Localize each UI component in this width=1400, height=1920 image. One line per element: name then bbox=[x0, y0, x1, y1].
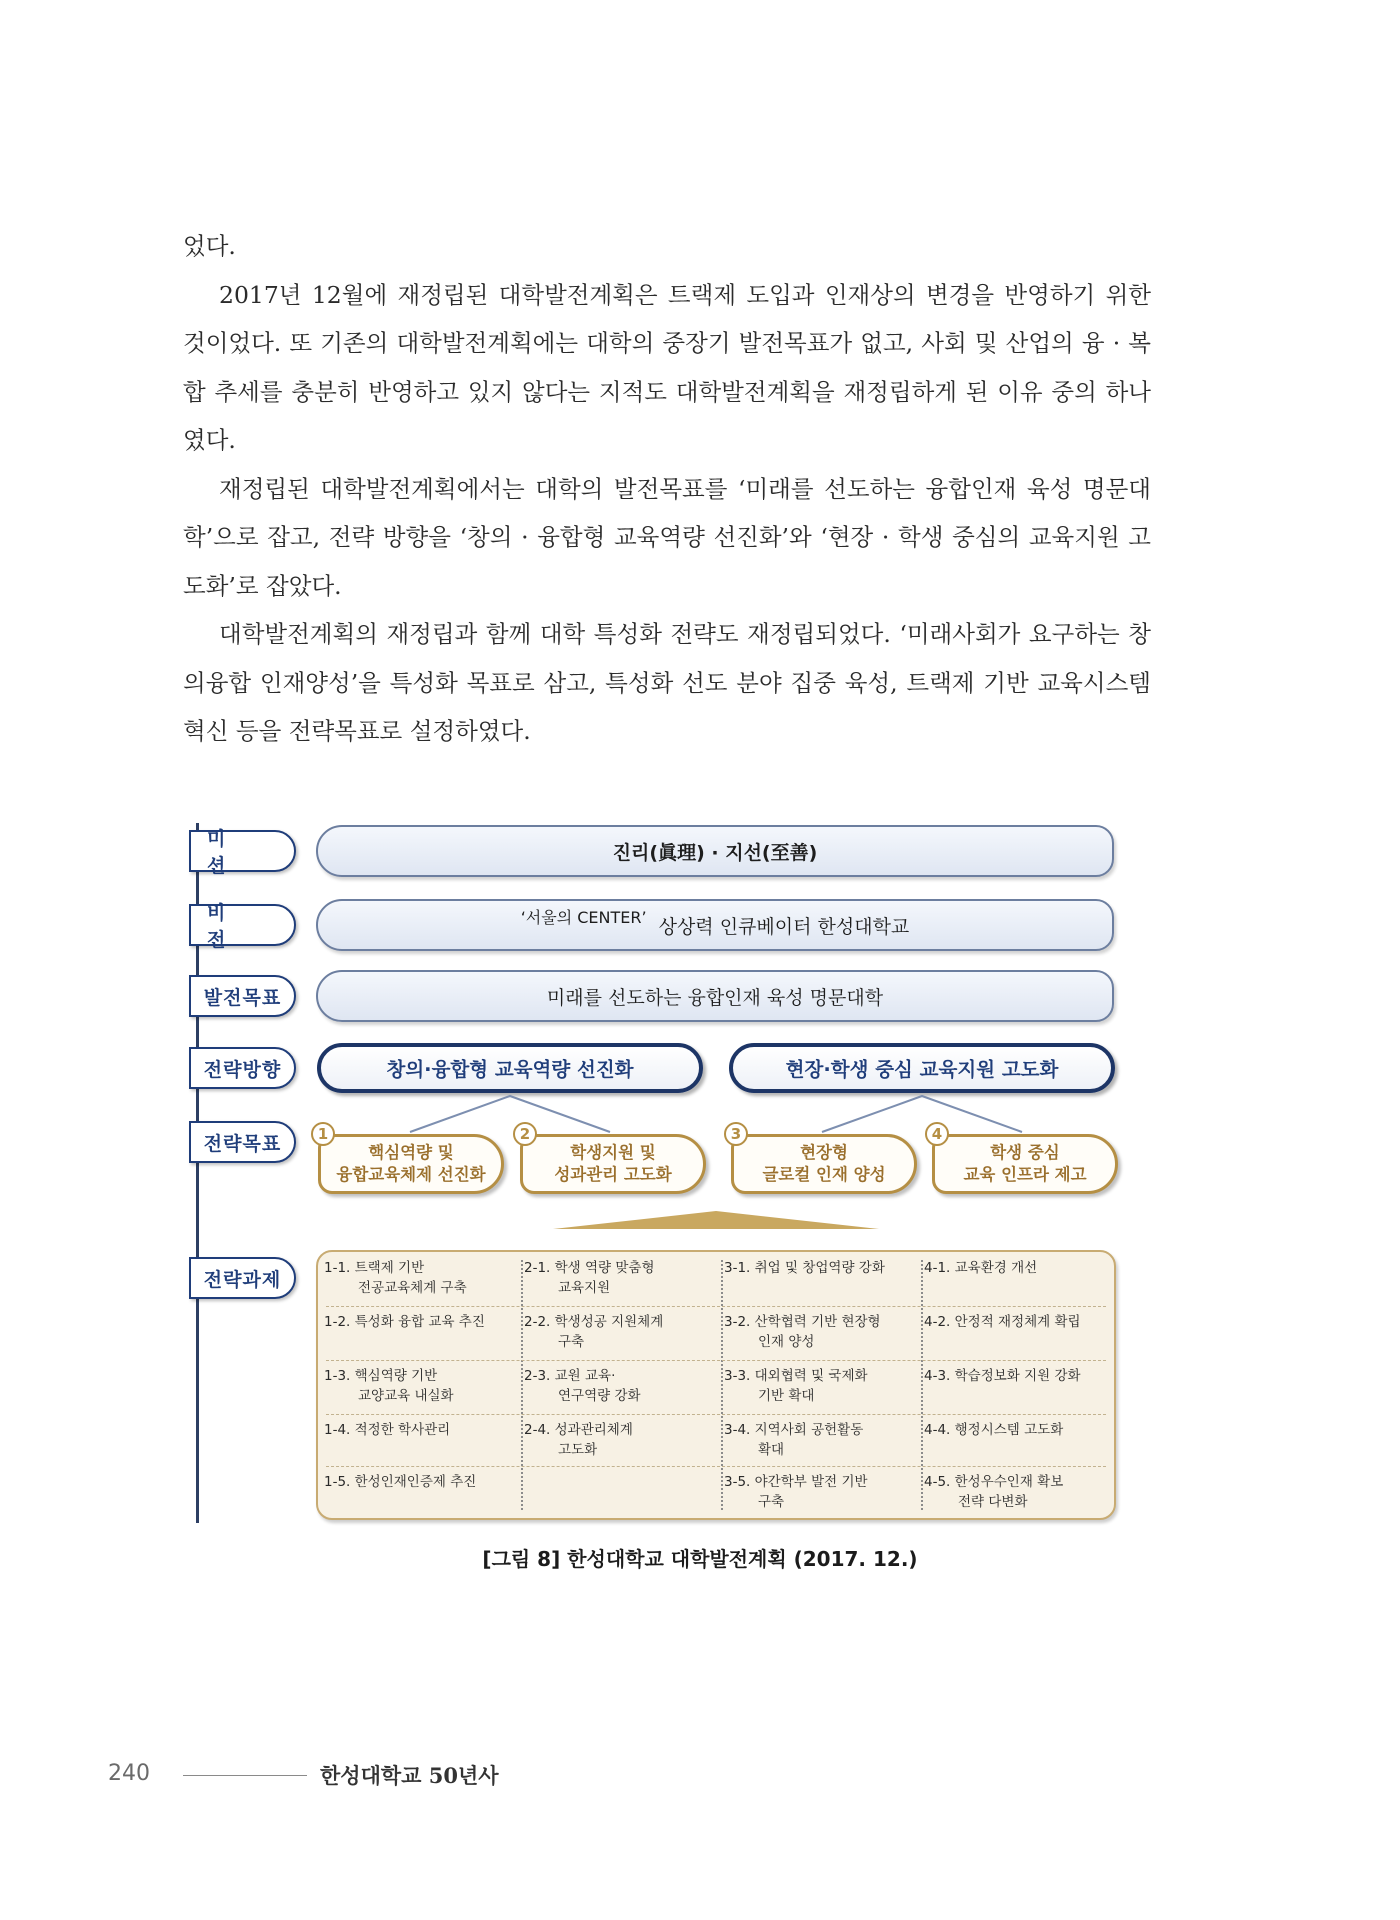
task-title: 1-2. 특성화 융합 교육 추진 bbox=[324, 1314, 485, 1330]
task-subtitle: 구축 bbox=[558, 1334, 585, 1350]
vision-banner bbox=[316, 899, 1114, 951]
page-number: 240 bbox=[108, 1761, 150, 1786]
task-item bbox=[924, 1366, 1120, 1386]
task-subtitle: 교육지원 bbox=[558, 1280, 611, 1296]
mission-banner bbox=[316, 825, 1114, 877]
label-vision: 비 전 bbox=[189, 904, 296, 946]
task-item bbox=[324, 1312, 520, 1332]
task-subtitle: 확대 bbox=[758, 1442, 785, 1458]
label-strategy-goal: 전략목표 bbox=[189, 1121, 296, 1163]
task-item bbox=[324, 1472, 520, 1492]
task-item bbox=[524, 1258, 720, 1298]
goal-line: 교육 인프라 제고 bbox=[963, 1165, 1087, 1184]
task-title: 1-1. 트랙제 기반 bbox=[324, 1260, 425, 1276]
book-title: 한성대학교 50년사 bbox=[320, 1763, 499, 1788]
label-mission: 미 션 bbox=[189, 830, 296, 872]
figure-caption: [그림 8] 한성대학교 대학발전계획 (2017. 12.) bbox=[482, 1547, 918, 1571]
task-title: 3-4. 지역사회 공헌활동 bbox=[724, 1422, 864, 1438]
label-dev-goal: 발전목표 bbox=[189, 975, 296, 1017]
vision-text: 상상력 인큐베이터 한성대학교 bbox=[658, 915, 910, 938]
task-subtitle: 전공교육체계 구축 bbox=[358, 1280, 467, 1296]
goal-number-badge: 2 bbox=[513, 1122, 537, 1146]
task-item bbox=[924, 1472, 1120, 1512]
goal-line: 글로컬 인재 양성 bbox=[762, 1165, 886, 1184]
text-line: 재정립된 대학발전계획에서는 대학의 발전목표를 ‘미래를 선도하는 융합인재 육성 명문대 bbox=[219, 474, 1151, 503]
task-item bbox=[524, 1420, 720, 1460]
task-title: 4-3. 학습정보화 지원 강화 bbox=[924, 1368, 1081, 1384]
text-line: 의융합 인재양성’을 특성화 목표로 삼고, 특성화 선도 분야 집중 육성, 트랙제 기반 교육시스템 bbox=[183, 668, 1151, 697]
task-title: 4-1. 교육환경 개선 bbox=[924, 1260, 1038, 1276]
task-title: 2-2. 학생성공 지원체계 bbox=[524, 1314, 664, 1330]
vision-quote: ‘서울의 CENTER’ bbox=[520, 907, 647, 927]
task-item bbox=[724, 1420, 920, 1460]
direction-box bbox=[729, 1043, 1115, 1093]
task-title: 1-4. 적정한 학사관리 bbox=[324, 1422, 451, 1438]
task-item bbox=[924, 1258, 1120, 1278]
label-strategy-task: 전략과제 bbox=[189, 1257, 296, 1299]
task-title: 3-3. 대외협력 및 국제화 bbox=[724, 1368, 868, 1384]
task-subtitle: 교양교육 내실화 bbox=[358, 1388, 454, 1404]
task-subtitle: 고도화 bbox=[558, 1442, 598, 1458]
direction-text: 창의·융합형 교육역량 선진화 bbox=[386, 1058, 634, 1081]
task-subtitle: 구축 bbox=[758, 1494, 785, 1510]
task-title: 2-1. 학생 역량 맞춤형 bbox=[524, 1260, 655, 1276]
task-subtitle: 인재 양성 bbox=[758, 1334, 815, 1350]
body-text bbox=[183, 222, 1151, 756]
row-divider bbox=[326, 1466, 1106, 1467]
column-divider bbox=[721, 1260, 723, 1510]
strategy-task-panel bbox=[316, 1250, 1116, 1520]
goal-line: 학생 중심 bbox=[990, 1143, 1060, 1162]
task-item bbox=[724, 1312, 920, 1352]
task-item bbox=[924, 1420, 1120, 1440]
row-divider bbox=[326, 1306, 1106, 1307]
task-item bbox=[724, 1472, 920, 1512]
task-subtitle: 전략 다변화 bbox=[958, 1494, 1028, 1510]
goal-line: 학생지원 및 bbox=[570, 1143, 656, 1162]
row-divider bbox=[326, 1360, 1106, 1361]
task-title: 4-2. 안정적 재정체계 확립 bbox=[924, 1314, 1081, 1330]
task-title: 3-1. 취업 및 창업역량 강화 bbox=[724, 1260, 885, 1276]
task-subtitle: 연구역량 강화 bbox=[558, 1388, 641, 1404]
arrow-wedge bbox=[553, 1211, 879, 1229]
task-title: 2-4. 성과관리체계 bbox=[524, 1422, 633, 1438]
task-title: 3-2. 산학협력 기반 현장형 bbox=[724, 1314, 881, 1330]
goal-box bbox=[318, 1134, 504, 1194]
text-line: 대학발전계획의 재정립과 함께 대학 특성화 전략도 재정립되었다. ‘미래사회가 요구하는 창 bbox=[219, 620, 1151, 648]
goal-number-badge: 4 bbox=[925, 1122, 949, 1146]
column-divider bbox=[921, 1260, 923, 1510]
text-line: 학’으로 잡고, 전략 방향을 ‘창의 · 융합형 교육역량 선진화’와 ‘현장 · 학생 중심의 교육지원 고 bbox=[183, 523, 1151, 551]
text-line: 합 추세를 충분히 반영하고 있지 않다는 지적도 대학발전계획을 재정립하게 된 이유 중의 하나 bbox=[183, 377, 1151, 406]
direction-box bbox=[317, 1043, 703, 1093]
task-item bbox=[324, 1258, 520, 1298]
goal-box bbox=[520, 1134, 706, 1194]
goal-box bbox=[731, 1134, 917, 1194]
connector-line bbox=[410, 1096, 610, 1132]
task-item bbox=[924, 1312, 1120, 1332]
dev-goal-banner bbox=[316, 970, 1114, 1022]
task-item bbox=[724, 1366, 920, 1406]
text-line: 2017년 12월에 재정립된 대학발전계획은 트랙제 도입과 인재상의 변경을 반영하기 위한 bbox=[219, 280, 1151, 309]
connector-line bbox=[822, 1096, 1022, 1132]
direction-text: 현장·학생 중심 교육지원 고도화 bbox=[785, 1058, 1059, 1081]
dev-goal-text: 미래를 선도하는 융합인재 육성 명문대학 bbox=[546, 986, 884, 1009]
goal-line: 핵심역량 및 bbox=[368, 1143, 454, 1162]
goal-number-badge: 3 bbox=[724, 1122, 748, 1146]
mission-text: 진리(眞理) · 지선(至善) bbox=[612, 841, 818, 864]
column-divider bbox=[521, 1260, 523, 1510]
row-divider bbox=[326, 1414, 1106, 1415]
task-item bbox=[524, 1366, 720, 1406]
goal-box bbox=[932, 1134, 1118, 1194]
task-title: 1-3. 핵심역량 기반 bbox=[324, 1368, 438, 1384]
task-title: 2-3. 교원 교육· bbox=[524, 1368, 616, 1384]
development-plan-diagram bbox=[183, 818, 1128, 1538]
goal-line: 융합교육체제 선진화 bbox=[336, 1165, 486, 1184]
task-title: 1-5. 한성인재인증제 추진 bbox=[324, 1474, 477, 1490]
text-line: 것이었다. 또 기존의 대학발전계획에는 대학의 중장기 발전목표가 없고, 사회 및 산업의 융 · 복 bbox=[183, 329, 1151, 357]
goal-line: 성과관리 고도화 bbox=[554, 1165, 672, 1184]
task-item bbox=[524, 1312, 720, 1352]
footer-rule bbox=[183, 1775, 307, 1776]
text-line: 였다. bbox=[183, 426, 236, 454]
label-strategy-direction: 전략방향 bbox=[189, 1047, 296, 1089]
task-title: 4-5. 한성우수인재 확보 bbox=[924, 1474, 1064, 1490]
text-line: 혁신 등을 전략목표로 설정하였다. bbox=[183, 717, 531, 745]
task-title: 3-5. 야간학부 발전 기반 bbox=[724, 1474, 868, 1490]
task-item bbox=[724, 1258, 920, 1278]
goal-number-badge: 1 bbox=[311, 1122, 335, 1146]
task-subtitle: 기반 확대 bbox=[758, 1388, 815, 1404]
task-item bbox=[324, 1420, 520, 1440]
task-title: 4-4. 행정시스템 고도화 bbox=[924, 1422, 1064, 1438]
task-item bbox=[324, 1366, 520, 1406]
text-line: 었다. bbox=[183, 232, 236, 260]
text-line: 도화’로 잡았다. bbox=[183, 571, 342, 600]
goal-line: 현장형 bbox=[800, 1143, 848, 1162]
